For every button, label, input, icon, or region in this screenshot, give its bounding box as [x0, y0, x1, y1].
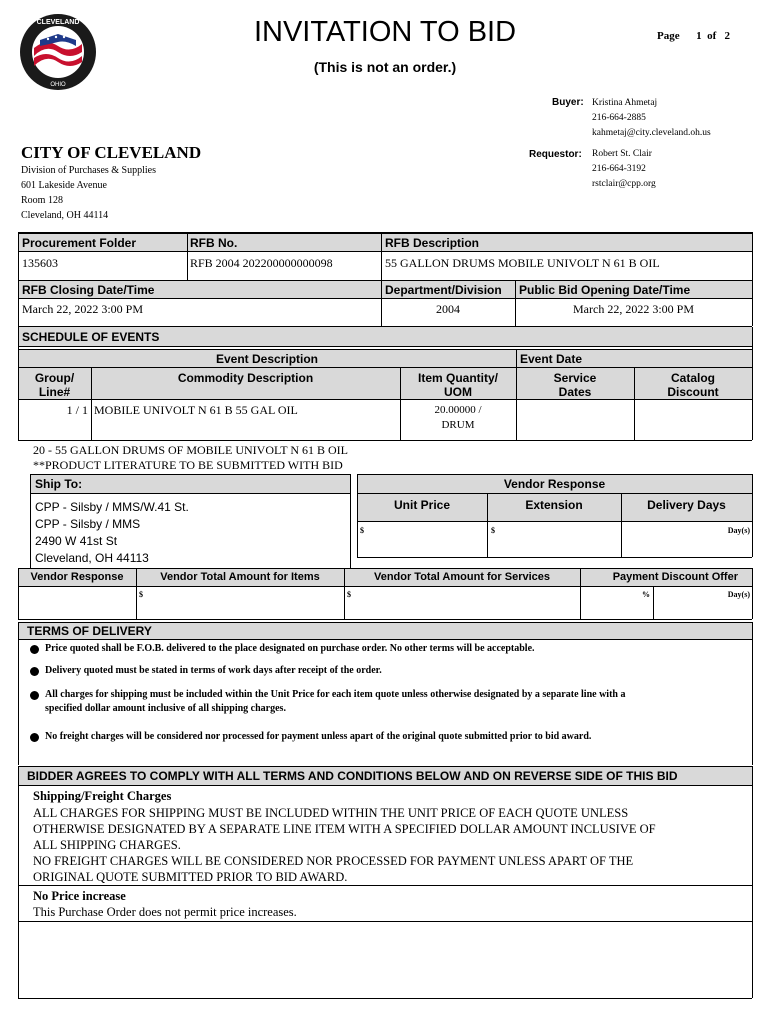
total-items-label: Vendor Total Amount for Items — [160, 571, 320, 583]
row-description: MOBILE UNIVOLT N 61 B 55 GAL OIL — [94, 403, 298, 417]
bidder-agrees-title: BIDDER AGREES TO COMPLY WITH ALL TERMS AND CONDITIONS BELOW AND ON REVERSE SIDE OF THIS BID — [27, 769, 678, 783]
extension-label: Extension — [525, 498, 583, 512]
rfb-desc-value: 55 GALLON DRUMS MOBILE UNIVOLT N 61 B OIL — [385, 256, 660, 270]
total-items-input[interactable]: $ — [139, 590, 143, 599]
opening-value: March 22, 2022 3:00 PM — [573, 302, 694, 316]
catalog-discount-label: Catalog Discount — [667, 371, 719, 399]
event-desc-label: Event Description — [215, 352, 319, 366]
total-services-label: Vendor Total Amount for Services — [373, 571, 551, 583]
unit-price-label: Unit Price — [393, 498, 450, 512]
page-subtitle: (This is not an order.) — [313, 59, 457, 75]
closing-value: March 22, 2022 3:00 PM — [22, 302, 143, 316]
commodity-label: Commodity Description — [177, 371, 314, 385]
delivery-days-input[interactable]: Day(s) — [727, 526, 750, 535]
requestor-info: Robert St. Clair 216-664-3192 rstclair@cpp.org — [592, 149, 656, 189]
closing-label: RFB Closing Date/Time — [22, 283, 155, 297]
rfb-no-label: RFB No. — [190, 236, 238, 250]
org-name: CITY OF CLEVELAND — [21, 143, 202, 162]
org-address: Division of Purchases & Supplies 601 Lakeside Avenue Room 128 Cleveland, OH 44114 — [21, 165, 156, 221]
service-dates-label: Service Dates — [553, 371, 597, 399]
term-2: Delivery quoted must be stated in terms of work days after receipt of the order. — [45, 665, 382, 676]
terms-title: TERMS OF DELIVERY — [27, 624, 152, 638]
schedule-title: SCHEDULE OF EVENTS — [22, 330, 160, 344]
page-number: Page 1 of 2 — [657, 30, 731, 42]
bullet-icon — [30, 667, 39, 676]
extension-input[interactable]: $ — [491, 526, 495, 535]
page-title: INVITATION TO BID — [253, 16, 517, 48]
term-3: All charges for shipping must be included within the Unit Price for each item quote unless otherwise designated by a separate line with a specified dollar amount inclusive of all shipping charges. — [45, 689, 626, 714]
term-4: No freight charges will be considered nor processed for payment unless apart of the original quote submitted prior to bid award. — [45, 731, 592, 742]
price-text: This Purchase Order does not permit price increases. — [33, 905, 297, 919]
bullet-icon — [30, 733, 39, 742]
dept-value: 2004 — [436, 302, 460, 316]
shipping-heading: Shipping/Freight Charges — [33, 789, 172, 803]
svg-text:CLEVELAND: CLEVELAND — [36, 19, 80, 26]
ship-to-label: Ship To: — [35, 477, 83, 491]
procurement-folder-label: Procurement Folder — [22, 236, 137, 250]
item-note: 20 - 55 GALLON DRUMS OF MOBILE UNIVOLT N 61 B OIL **PRODUCT LITERATURE TO BE SUBMITTED WITH BID — [33, 443, 348, 472]
vr-col-label: Vendor Response — [30, 571, 124, 583]
row-qty-uom: 20.00000 / DRUM — [434, 404, 482, 431]
term-1: Price quoted shall be F.O.B. delivered to the place designated on purchase order. No other terms will be acceptable. — [45, 643, 535, 654]
requestor-label: Requestor: — [529, 149, 582, 160]
opening-label: Public Bid Opening Date/Time — [519, 283, 691, 297]
payment-discount-label: Payment Discount Offer — [612, 571, 738, 583]
bullet-icon — [30, 645, 39, 654]
discount-percent-input[interactable]: % — [642, 590, 650, 599]
bullet-icon — [30, 691, 39, 700]
ship-to-address: CPP - Silsby / MMS/W.41 St. CPP - Silsby / MMS 2490 W 41st St Cleveland, OH 44113 — [35, 500, 189, 565]
procurement-folder-value: 135603 — [22, 256, 58, 270]
total-services-input[interactable]: $ — [347, 590, 351, 599]
buyer-info: Kristina Ahmetaj 216-664-2885 kahmetaj@city.cleveland.oh.us — [592, 98, 711, 138]
unit-price-input[interactable]: $ — [360, 526, 364, 535]
vendor-response-label: Vendor Response — [503, 477, 606, 491]
group-line-label: Group/ Line# — [34, 371, 75, 399]
delivery-days-label: Delivery Days — [647, 498, 726, 512]
shipping-text: ALL CHARGES FOR SHIPPING MUST BE INCLUDED WITHIN THE UNIT PRICE OF EACH QUOTE UNLESS OTHERWISE DESIGNATED BY A SEPARATE LINE ITEM WITH A SPECIFIED DOLLAR AMOUNT INCLUSIVE OF ALL SHIPPING CHARGES. NO FREIGHT CHARGES WILL BE CONSIDERED NOR PROCESSED FOR PAYMENT UNLESS APART OF THE ORIGINAL QUOTE SUBMITTED PRIOR TO BID AWARD. — [33, 806, 656, 884]
event-date-label: Event Date — [520, 352, 583, 366]
dept-label: Department/Division — [385, 283, 502, 297]
rfb-desc-label: RFB Description — [385, 236, 480, 250]
price-heading: No Price increase — [33, 889, 126, 903]
svg-text:OHIO: OHIO — [50, 82, 66, 88]
discount-days-input[interactable]: Day(s) — [727, 590, 750, 599]
row-line-number: 1 / 1 — [66, 403, 88, 417]
buyer-label: Buyer: — [552, 97, 584, 108]
rfb-no-value: RFB 2004 202200000000098 — [190, 256, 333, 270]
qty-uom-label: Item Quantity/ UOM — [417, 371, 498, 399]
